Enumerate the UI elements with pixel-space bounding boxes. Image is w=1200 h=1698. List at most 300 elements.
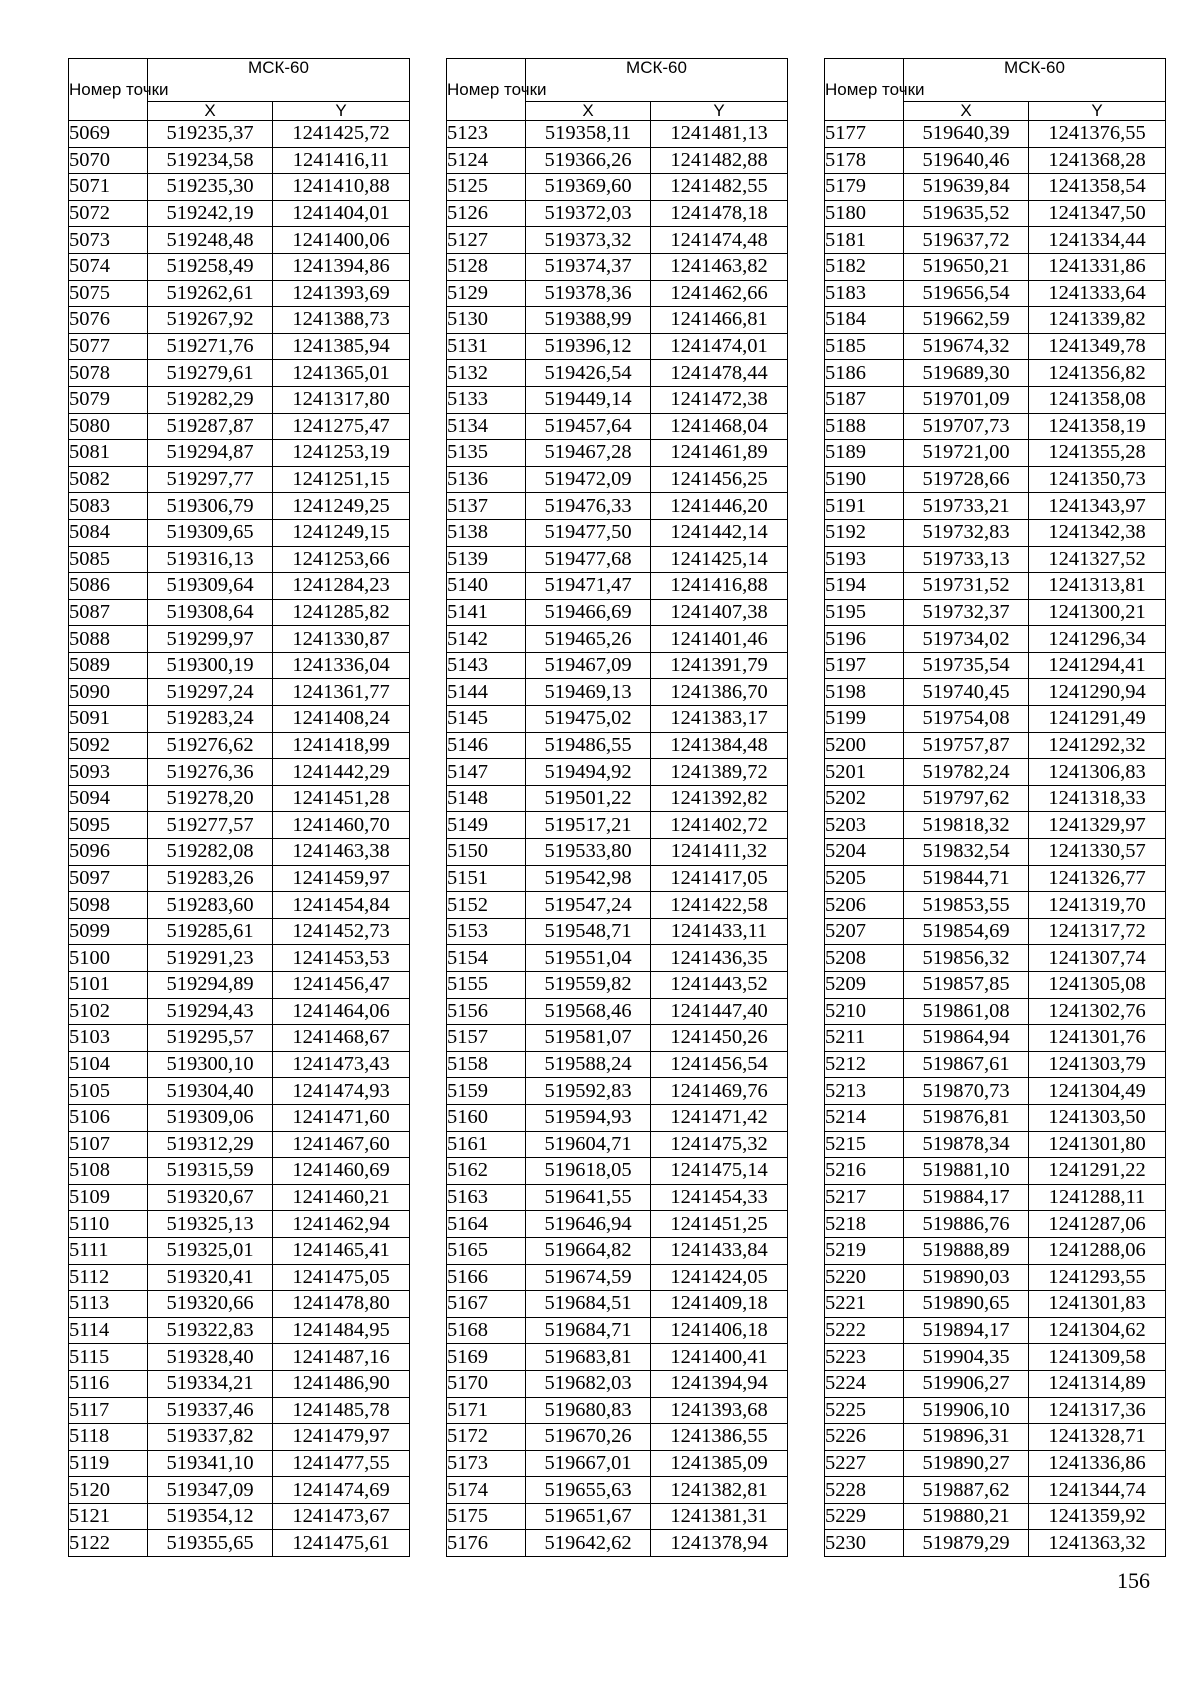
x-coordinate-cell: 519469,13 bbox=[526, 679, 651, 706]
table-row bbox=[69, 839, 410, 866]
x-coordinate-cell: 519880,21 bbox=[904, 1503, 1029, 1530]
point-number-cell: 5169 bbox=[447, 1344, 526, 1371]
table-row bbox=[69, 1477, 410, 1504]
y-coordinate-cell: 1241406,18 bbox=[651, 1317, 788, 1344]
point-number-cell: 5183 bbox=[825, 280, 904, 307]
table-row bbox=[69, 573, 410, 600]
x-coordinate-cell: 519477,68 bbox=[526, 546, 651, 573]
x-coordinate-cell: 519857,85 bbox=[904, 972, 1029, 999]
table-row bbox=[447, 174, 788, 201]
table-row bbox=[447, 1264, 788, 1291]
x-coordinate-cell: 519906,10 bbox=[904, 1397, 1029, 1424]
point-number-cell: 5143 bbox=[447, 652, 526, 679]
x-coordinate-cell: 519486,55 bbox=[526, 732, 651, 759]
point-number-cell: 5080 bbox=[69, 413, 148, 440]
table-row bbox=[69, 785, 410, 812]
point-number-cell: 5211 bbox=[825, 1025, 904, 1052]
y-coordinate-cell: 1241317,80 bbox=[273, 386, 410, 413]
y-coordinate-cell: 1241462,94 bbox=[273, 1211, 410, 1238]
x-coordinate-cell: 519890,27 bbox=[904, 1450, 1029, 1477]
table-row bbox=[825, 253, 1166, 280]
y-coordinate-cell: 1241416,11 bbox=[273, 147, 410, 174]
table-row bbox=[447, 1370, 788, 1397]
table-row bbox=[825, 732, 1166, 759]
point-number-cell: 5092 bbox=[69, 732, 148, 759]
point-number-cell: 5070 bbox=[69, 147, 148, 174]
table-row bbox=[69, 1503, 410, 1530]
point-number-cell: 5148 bbox=[447, 785, 526, 812]
point-number-cell: 5082 bbox=[69, 466, 148, 493]
point-number-cell: 5164 bbox=[447, 1211, 526, 1238]
header-x: X bbox=[904, 102, 1029, 121]
y-coordinate-cell: 1241313,81 bbox=[1029, 573, 1166, 600]
point-number-cell: 5072 bbox=[69, 200, 148, 227]
x-coordinate-cell: 519294,89 bbox=[148, 972, 273, 999]
y-coordinate-cell: 1241358,19 bbox=[1029, 413, 1166, 440]
point-number-cell: 5218 bbox=[825, 1211, 904, 1238]
point-number-cell: 5229 bbox=[825, 1503, 904, 1530]
point-number-cell: 5176 bbox=[447, 1530, 526, 1557]
point-number-cell: 5139 bbox=[447, 546, 526, 573]
x-coordinate-cell: 519283,26 bbox=[148, 865, 273, 892]
point-number-cell: 5106 bbox=[69, 1104, 148, 1131]
table-row bbox=[69, 892, 410, 919]
y-coordinate-cell: 1241363,32 bbox=[1029, 1530, 1166, 1557]
table-row bbox=[825, 1424, 1166, 1451]
y-coordinate-cell: 1241452,73 bbox=[273, 918, 410, 945]
table-row bbox=[447, 732, 788, 759]
x-coordinate-cell: 519854,69 bbox=[904, 918, 1029, 945]
table-row bbox=[825, 1184, 1166, 1211]
table-row bbox=[69, 1370, 410, 1397]
point-number-cell: 5144 bbox=[447, 679, 526, 706]
x-coordinate-cell: 519312,29 bbox=[148, 1131, 273, 1158]
table-row bbox=[825, 839, 1166, 866]
y-coordinate-cell: 1241294,41 bbox=[1029, 652, 1166, 679]
point-number-cell: 5193 bbox=[825, 546, 904, 573]
table-row bbox=[69, 386, 410, 413]
table-row bbox=[69, 972, 410, 999]
point-number-cell: 5069 bbox=[69, 121, 148, 148]
point-number-cell: 5121 bbox=[69, 1503, 148, 1530]
x-coordinate-cell: 519262,61 bbox=[148, 280, 273, 307]
table-row bbox=[825, 599, 1166, 626]
table-row bbox=[825, 865, 1166, 892]
point-number-cell: 5141 bbox=[447, 599, 526, 626]
y-coordinate-cell: 1241451,28 bbox=[273, 785, 410, 812]
point-number-cell: 5221 bbox=[825, 1291, 904, 1318]
table-row bbox=[447, 333, 788, 360]
y-coordinate-cell: 1241333,64 bbox=[1029, 280, 1166, 307]
y-coordinate-cell: 1241404,01 bbox=[273, 200, 410, 227]
table-row bbox=[447, 918, 788, 945]
x-coordinate-cell: 519388,99 bbox=[526, 307, 651, 334]
table-row bbox=[447, 493, 788, 520]
table-row bbox=[447, 280, 788, 307]
x-coordinate-cell: 519618,05 bbox=[526, 1158, 651, 1185]
table-row bbox=[825, 626, 1166, 653]
x-coordinate-cell: 519242,19 bbox=[148, 200, 273, 227]
table-row bbox=[825, 1237, 1166, 1264]
y-coordinate-cell: 1241467,60 bbox=[273, 1131, 410, 1158]
y-coordinate-cell: 1241301,80 bbox=[1029, 1131, 1166, 1158]
point-number-cell: 5206 bbox=[825, 892, 904, 919]
point-number-cell: 5138 bbox=[447, 519, 526, 546]
x-coordinate-cell: 519322,83 bbox=[148, 1317, 273, 1344]
point-number-cell: 5161 bbox=[447, 1131, 526, 1158]
y-coordinate-cell: 1241410,88 bbox=[273, 174, 410, 201]
y-coordinate-cell: 1241478,18 bbox=[651, 200, 788, 227]
y-coordinate-cell: 1241385,94 bbox=[273, 333, 410, 360]
table-row bbox=[69, 599, 410, 626]
point-number-cell: 5201 bbox=[825, 759, 904, 786]
y-coordinate-cell: 1241355,28 bbox=[1029, 440, 1166, 467]
table-row bbox=[447, 1131, 788, 1158]
x-coordinate-cell: 519337,46 bbox=[148, 1397, 273, 1424]
x-coordinate-cell: 519733,21 bbox=[904, 493, 1029, 520]
y-coordinate-cell: 1241393,69 bbox=[273, 280, 410, 307]
x-coordinate-cell: 519355,65 bbox=[148, 1530, 273, 1557]
point-number-cell: 5099 bbox=[69, 918, 148, 945]
point-number-cell: 5192 bbox=[825, 519, 904, 546]
x-coordinate-cell: 519248,48 bbox=[148, 227, 273, 254]
table-row bbox=[447, 1104, 788, 1131]
point-number-cell: 5132 bbox=[447, 360, 526, 387]
point-number-cell: 5156 bbox=[447, 998, 526, 1025]
table-row bbox=[825, 1450, 1166, 1477]
table-row bbox=[825, 892, 1166, 919]
table-row bbox=[447, 706, 788, 733]
x-coordinate-cell: 519876,81 bbox=[904, 1104, 1029, 1131]
table-row bbox=[825, 785, 1166, 812]
x-coordinate-cell: 519271,76 bbox=[148, 333, 273, 360]
x-coordinate-cell: 519888,89 bbox=[904, 1237, 1029, 1264]
y-coordinate-cell: 1241460,70 bbox=[273, 812, 410, 839]
table-row bbox=[69, 865, 410, 892]
x-coordinate-cell: 519282,08 bbox=[148, 839, 273, 866]
point-number-cell: 5130 bbox=[447, 307, 526, 334]
x-coordinate-cell: 519366,26 bbox=[526, 147, 651, 174]
table-row bbox=[69, 1291, 410, 1318]
y-coordinate-cell: 1241409,18 bbox=[651, 1291, 788, 1318]
point-number-cell: 5189 bbox=[825, 440, 904, 467]
y-coordinate-cell: 1241475,32 bbox=[651, 1131, 788, 1158]
y-coordinate-cell: 1241302,76 bbox=[1029, 998, 1166, 1025]
x-coordinate-cell: 519906,27 bbox=[904, 1370, 1029, 1397]
y-coordinate-cell: 1241422,58 bbox=[651, 892, 788, 919]
y-coordinate-cell: 1241393,68 bbox=[651, 1397, 788, 1424]
table-row bbox=[69, 1424, 410, 1451]
x-coordinate-cell: 519684,51 bbox=[526, 1291, 651, 1318]
y-coordinate-cell: 1241484,95 bbox=[273, 1317, 410, 1344]
y-coordinate-cell: 1241306,83 bbox=[1029, 759, 1166, 786]
table-row bbox=[825, 1158, 1166, 1185]
table-row bbox=[69, 945, 410, 972]
x-coordinate-cell: 519650,21 bbox=[904, 253, 1029, 280]
y-coordinate-cell: 1241450,26 bbox=[651, 1025, 788, 1052]
table-row bbox=[825, 1264, 1166, 1291]
table-row bbox=[825, 333, 1166, 360]
point-number-cell: 5131 bbox=[447, 333, 526, 360]
x-coordinate-cell: 519309,06 bbox=[148, 1104, 273, 1131]
point-number-cell: 5203 bbox=[825, 812, 904, 839]
point-number-cell: 5119 bbox=[69, 1450, 148, 1477]
table-row bbox=[69, 1131, 410, 1158]
point-number-cell: 5122 bbox=[69, 1530, 148, 1557]
y-coordinate-cell: 1241376,55 bbox=[1029, 121, 1166, 148]
point-number-cell: 5094 bbox=[69, 785, 148, 812]
y-coordinate-cell: 1241288,06 bbox=[1029, 1237, 1166, 1264]
table-row bbox=[69, 147, 410, 174]
table-row bbox=[825, 386, 1166, 413]
x-coordinate-cell: 519861,08 bbox=[904, 998, 1029, 1025]
x-coordinate-cell: 519581,07 bbox=[526, 1025, 651, 1052]
table-row bbox=[69, 493, 410, 520]
y-coordinate-cell: 1241329,97 bbox=[1029, 812, 1166, 839]
x-coordinate-cell: 519235,37 bbox=[148, 121, 273, 148]
point-number-cell: 5225 bbox=[825, 1397, 904, 1424]
point-number-cell: 5071 bbox=[69, 174, 148, 201]
x-coordinate-cell: 519308,64 bbox=[148, 599, 273, 626]
x-coordinate-cell: 519283,60 bbox=[148, 892, 273, 919]
point-number-cell: 5123 bbox=[447, 121, 526, 148]
x-coordinate-cell: 519267,92 bbox=[148, 307, 273, 334]
point-number-cell: 5105 bbox=[69, 1078, 148, 1105]
table-row bbox=[69, 1317, 410, 1344]
y-coordinate-cell: 1241401,46 bbox=[651, 626, 788, 653]
y-coordinate-cell: 1241275,47 bbox=[273, 413, 410, 440]
x-coordinate-cell: 519890,65 bbox=[904, 1291, 1029, 1318]
y-coordinate-cell: 1241442,29 bbox=[273, 759, 410, 786]
table-row bbox=[447, 1184, 788, 1211]
y-coordinate-cell: 1241343,97 bbox=[1029, 493, 1166, 520]
x-coordinate-cell: 519604,71 bbox=[526, 1131, 651, 1158]
y-coordinate-cell: 1241394,94 bbox=[651, 1370, 788, 1397]
point-number-cell: 5129 bbox=[447, 280, 526, 307]
point-number-cell: 5213 bbox=[825, 1078, 904, 1105]
y-coordinate-cell: 1241464,06 bbox=[273, 998, 410, 1025]
table-row bbox=[447, 573, 788, 600]
x-coordinate-cell: 519884,17 bbox=[904, 1184, 1029, 1211]
x-coordinate-cell: 519477,50 bbox=[526, 519, 651, 546]
point-number-cell: 5078 bbox=[69, 360, 148, 387]
table-row bbox=[447, 865, 788, 892]
y-coordinate-cell: 1241446,20 bbox=[651, 493, 788, 520]
table-row bbox=[447, 1317, 788, 1344]
x-coordinate-cell: 519732,37 bbox=[904, 599, 1029, 626]
y-coordinate-cell: 1241456,47 bbox=[273, 972, 410, 999]
table-row bbox=[447, 413, 788, 440]
header-y: Y bbox=[273, 102, 410, 121]
point-number-cell: 5154 bbox=[447, 945, 526, 972]
table-row bbox=[69, 1025, 410, 1052]
table-row bbox=[447, 1051, 788, 1078]
y-coordinate-cell: 1241465,41 bbox=[273, 1237, 410, 1264]
table-row bbox=[447, 839, 788, 866]
x-coordinate-cell: 519867,61 bbox=[904, 1051, 1029, 1078]
x-coordinate-cell: 519278,20 bbox=[148, 785, 273, 812]
y-coordinate-cell: 1241417,05 bbox=[651, 865, 788, 892]
x-coordinate-cell: 519667,01 bbox=[526, 1450, 651, 1477]
point-number-cell: 5188 bbox=[825, 413, 904, 440]
point-number-cell: 5179 bbox=[825, 174, 904, 201]
y-coordinate-cell: 1241339,82 bbox=[1029, 307, 1166, 334]
table-row bbox=[447, 1025, 788, 1052]
x-coordinate-cell: 519732,83 bbox=[904, 519, 1029, 546]
point-number-cell: 5128 bbox=[447, 253, 526, 280]
header-point-number: Номер точки bbox=[825, 59, 904, 121]
x-coordinate-cell: 519304,40 bbox=[148, 1078, 273, 1105]
table-row bbox=[69, 1158, 410, 1185]
table-row bbox=[69, 1264, 410, 1291]
point-number-cell: 5159 bbox=[447, 1078, 526, 1105]
table-row bbox=[447, 466, 788, 493]
point-number-cell: 5228 bbox=[825, 1477, 904, 1504]
x-coordinate-cell: 519258,49 bbox=[148, 253, 273, 280]
table-row bbox=[447, 307, 788, 334]
x-coordinate-cell: 519651,67 bbox=[526, 1503, 651, 1530]
table-row bbox=[69, 307, 410, 334]
point-number-cell: 5090 bbox=[69, 679, 148, 706]
point-number-cell: 5212 bbox=[825, 1051, 904, 1078]
y-coordinate-cell: 1241378,94 bbox=[651, 1530, 788, 1557]
y-coordinate-cell: 1241307,74 bbox=[1029, 945, 1166, 972]
point-number-cell: 5209 bbox=[825, 972, 904, 999]
y-coordinate-cell: 1241418,99 bbox=[273, 732, 410, 759]
point-number-cell: 5165 bbox=[447, 1237, 526, 1264]
point-number-cell: 5079 bbox=[69, 386, 148, 413]
y-coordinate-cell: 1241471,42 bbox=[651, 1104, 788, 1131]
point-number-cell: 5200 bbox=[825, 732, 904, 759]
y-coordinate-cell: 1241468,04 bbox=[651, 413, 788, 440]
point-number-cell: 5226 bbox=[825, 1424, 904, 1451]
x-coordinate-cell: 519656,54 bbox=[904, 280, 1029, 307]
x-coordinate-cell: 519234,58 bbox=[148, 147, 273, 174]
table-row bbox=[69, 1184, 410, 1211]
y-coordinate-cell: 1241253,19 bbox=[273, 440, 410, 467]
x-coordinate-cell: 519701,09 bbox=[904, 386, 1029, 413]
y-coordinate-cell: 1241433,11 bbox=[651, 918, 788, 945]
point-number-cell: 5166 bbox=[447, 1264, 526, 1291]
point-number-cell: 5222 bbox=[825, 1317, 904, 1344]
y-coordinate-cell: 1241336,86 bbox=[1029, 1450, 1166, 1477]
x-coordinate-cell: 519878,34 bbox=[904, 1131, 1029, 1158]
table-row bbox=[69, 679, 410, 706]
table-row bbox=[447, 972, 788, 999]
point-number-cell: 5081 bbox=[69, 440, 148, 467]
y-coordinate-cell: 1241350,73 bbox=[1029, 466, 1166, 493]
y-coordinate-cell: 1241424,05 bbox=[651, 1264, 788, 1291]
table-row bbox=[825, 466, 1166, 493]
y-coordinate-cell: 1241301,76 bbox=[1029, 1025, 1166, 1052]
point-number-cell: 5163 bbox=[447, 1184, 526, 1211]
y-coordinate-cell: 1241253,66 bbox=[273, 546, 410, 573]
point-number-cell: 5199 bbox=[825, 706, 904, 733]
table-row bbox=[69, 1237, 410, 1264]
table-row bbox=[447, 1424, 788, 1451]
table-row bbox=[69, 121, 410, 148]
table-row bbox=[447, 386, 788, 413]
point-number-cell: 5155 bbox=[447, 972, 526, 999]
y-coordinate-cell: 1241358,54 bbox=[1029, 174, 1166, 201]
point-number-cell: 5115 bbox=[69, 1344, 148, 1371]
x-coordinate-cell: 519797,62 bbox=[904, 785, 1029, 812]
point-number-cell: 5202 bbox=[825, 785, 904, 812]
point-number-cell: 5152 bbox=[447, 892, 526, 919]
point-number-cell: 5120 bbox=[69, 1477, 148, 1504]
y-coordinate-cell: 1241400,06 bbox=[273, 227, 410, 254]
x-coordinate-cell: 519547,24 bbox=[526, 892, 651, 919]
x-coordinate-cell: 519320,67 bbox=[148, 1184, 273, 1211]
table-row bbox=[69, 1104, 410, 1131]
x-coordinate-cell: 519853,55 bbox=[904, 892, 1029, 919]
x-coordinate-cell: 519309,64 bbox=[148, 573, 273, 600]
point-number-cell: 5194 bbox=[825, 573, 904, 600]
y-coordinate-cell: 1241463,38 bbox=[273, 839, 410, 866]
x-coordinate-cell: 519285,61 bbox=[148, 918, 273, 945]
point-number-cell: 5077 bbox=[69, 333, 148, 360]
point-number-cell: 5205 bbox=[825, 865, 904, 892]
point-number-cell: 5190 bbox=[825, 466, 904, 493]
x-coordinate-cell: 519757,87 bbox=[904, 732, 1029, 759]
table-row bbox=[69, 200, 410, 227]
point-number-cell: 5104 bbox=[69, 1051, 148, 1078]
y-coordinate-cell: 1241368,28 bbox=[1029, 147, 1166, 174]
point-number-cell: 5178 bbox=[825, 147, 904, 174]
table-row bbox=[69, 626, 410, 653]
y-coordinate-cell: 1241394,86 bbox=[273, 253, 410, 280]
x-coordinate-cell: 519354,12 bbox=[148, 1503, 273, 1530]
y-coordinate-cell: 1241447,40 bbox=[651, 998, 788, 1025]
y-coordinate-cell: 1241456,25 bbox=[651, 466, 788, 493]
table-row bbox=[447, 519, 788, 546]
table-row bbox=[825, 1344, 1166, 1371]
table-row bbox=[69, 1211, 410, 1238]
table-row bbox=[69, 440, 410, 467]
point-number-cell: 5074 bbox=[69, 253, 148, 280]
table-row bbox=[447, 1503, 788, 1530]
y-coordinate-cell: 1241301,83 bbox=[1029, 1291, 1166, 1318]
x-coordinate-cell: 519548,71 bbox=[526, 918, 651, 945]
x-coordinate-cell: 519551,04 bbox=[526, 945, 651, 972]
y-coordinate-cell: 1241400,41 bbox=[651, 1344, 788, 1371]
table-row bbox=[447, 759, 788, 786]
x-coordinate-cell: 519294,87 bbox=[148, 440, 273, 467]
x-coordinate-cell: 519818,32 bbox=[904, 812, 1029, 839]
x-coordinate-cell: 519734,02 bbox=[904, 626, 1029, 653]
table-row bbox=[825, 147, 1166, 174]
y-coordinate-cell: 1241468,67 bbox=[273, 1025, 410, 1052]
y-coordinate-cell: 1241358,08 bbox=[1029, 386, 1166, 413]
table-row bbox=[447, 200, 788, 227]
x-coordinate-cell: 519559,82 bbox=[526, 972, 651, 999]
point-number-cell: 5086 bbox=[69, 573, 148, 600]
table-row bbox=[825, 1317, 1166, 1344]
table-row bbox=[825, 440, 1166, 467]
y-coordinate-cell: 1241304,49 bbox=[1029, 1078, 1166, 1105]
x-coordinate-cell: 519300,19 bbox=[148, 652, 273, 679]
point-number-cell: 5215 bbox=[825, 1131, 904, 1158]
y-coordinate-cell: 1241303,50 bbox=[1029, 1104, 1166, 1131]
y-coordinate-cell: 1241479,97 bbox=[273, 1424, 410, 1451]
header-y: Y bbox=[651, 102, 788, 121]
y-coordinate-cell: 1241331,86 bbox=[1029, 253, 1166, 280]
point-number-cell: 5151 bbox=[447, 865, 526, 892]
point-number-cell: 5111 bbox=[69, 1237, 148, 1264]
header-point-number: Номер точки bbox=[447, 59, 526, 121]
x-coordinate-cell: 519655,63 bbox=[526, 1477, 651, 1504]
point-number-cell: 5114 bbox=[69, 1317, 148, 1344]
